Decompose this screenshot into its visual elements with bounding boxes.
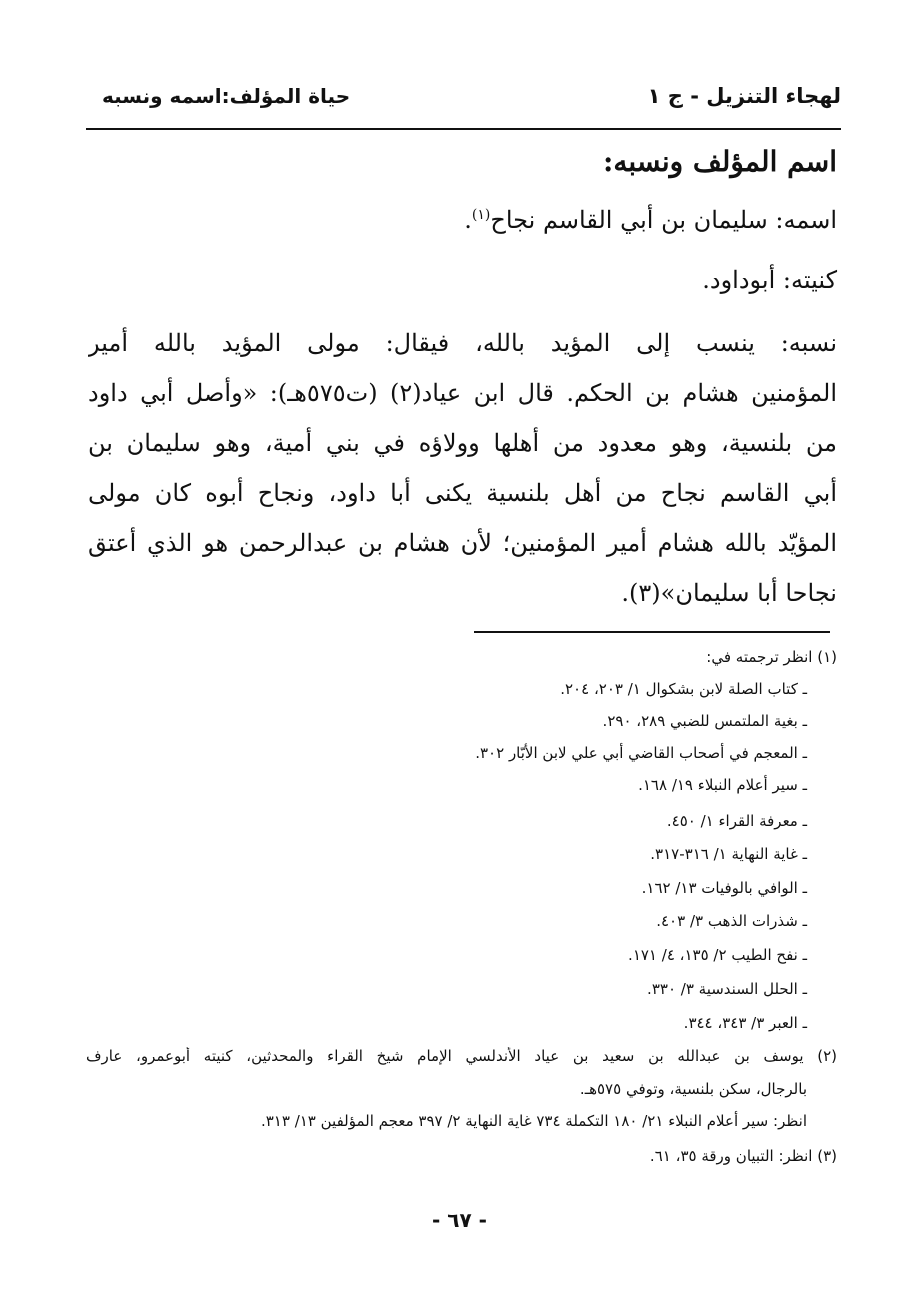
paragraph-line: نسبه: ينسب إلى المؤيد بالله، فيقال: مولى المؤيد بالله أمير [88, 329, 837, 357]
footnote-1-title: (١) انظر ترجمته في: [706, 648, 837, 666]
footnote-separator [474, 631, 830, 633]
footnote-1-item: ـ الحلل السندسية ٣/ ٣٣٠. [647, 980, 807, 998]
footnote-1-item: ـ شذرات الذهب ٣/ ٤٠٣. [656, 912, 807, 930]
footnote-3: (٣) انظر: التبيان ورقة ٣٥، ٦١. [649, 1147, 837, 1165]
header-rule [86, 128, 841, 130]
paragraph-line: من بلنسية، وهو معدود من أهلها وولاؤه في بني أمية، وهو سليمان بن [88, 429, 837, 457]
footnote-1-item: ـ كتاب الصلة لابن بشكوال ١/ ٢٠٣، ٢٠٤. [560, 680, 807, 698]
footnote-1-item: ـ سير أعلام النبلاء ١٩/ ١٦٨. [638, 776, 807, 794]
paragraph-line: نجاحا أبا سليمان»(٣). [621, 579, 837, 607]
header-book-title: لهجاء التنزيل - ج ١ [647, 84, 841, 108]
name-end: . [464, 206, 472, 234]
name-text: اسمه: سليمان بن أبي القاسم نجاح [490, 206, 837, 234]
section-heading: اسم المؤلف ونسبه: [603, 145, 837, 178]
footnote-ref-1: (١) [471, 207, 491, 223]
footnote-1-item: ـ بغية الملتمس للضبي ٢٨٩، ٢٩٠. [602, 712, 807, 730]
footnote-1-item: ـ العبر ٣/ ٣٤٣، ٣٤٤. [683, 1014, 807, 1032]
paragraph-line: أبي القاسم نجاح من أهل بلنسية يكنى أبا داود، ونجاح أبوه كان مولى [88, 479, 837, 507]
footnote-2-sources: انظر: سير أعلام النبلاء ٢١/ ١٨٠ التكملة ٧٣٤ غاية النهاية ٢/ ٣٩٧ معجم المؤلفين ١٣/ ٣١٣. [260, 1112, 807, 1130]
running-header [86, 84, 841, 114]
lineage-paragraph [88, 318, 837, 618]
footnote-1-item: ـ المعجم في أصحاب القاضي أبي علي لابن الأبّار ٣٠٢. [475, 744, 807, 762]
name-line [464, 206, 837, 234]
paragraph-line: المؤمنين هشام بن الحكم. قال ابن عياد(٢) (ت٥٧٥هـ): «وأصل أبي داود [88, 379, 837, 407]
footnote-1-item: ـ غاية النهاية ١/ ٣١٦-٣١٧. [650, 845, 807, 863]
header-section-title: حياة المؤلف:اسمه ونسبه [102, 84, 351, 108]
footnote-2-line: (٢) يوسف بن عبدالله بن سعيد بن عياد الأندلسي الإمام شيخ القراء والمحدثين، كنيته أبوعمرو، عارف [86, 1047, 837, 1065]
footnote-1-item: ـ نفح الطيب ٢/ ١٣٥، ٤/ ١٧١. [628, 946, 807, 964]
footnote-2-line: بالرجال، سكن بلنسية، وتوفي ٥٧٥هـ. [579, 1080, 807, 1098]
page-number: - ٦٧ - [432, 1208, 487, 1232]
footnote-1-item: ـ الوافي بالوفيات ١٣/ ١٦٢. [641, 879, 807, 897]
kunya-line: كنيته: أبوداود. [702, 266, 837, 294]
paragraph-line: المؤيّد بالله هشام أمير المؤمنين؛ لأن هشام بن عبدالرحمن هو الذي أعتق [88, 529, 837, 557]
footnote-1-item: ـ معرفة القراء ١/ ٤٥٠. [666, 812, 807, 830]
